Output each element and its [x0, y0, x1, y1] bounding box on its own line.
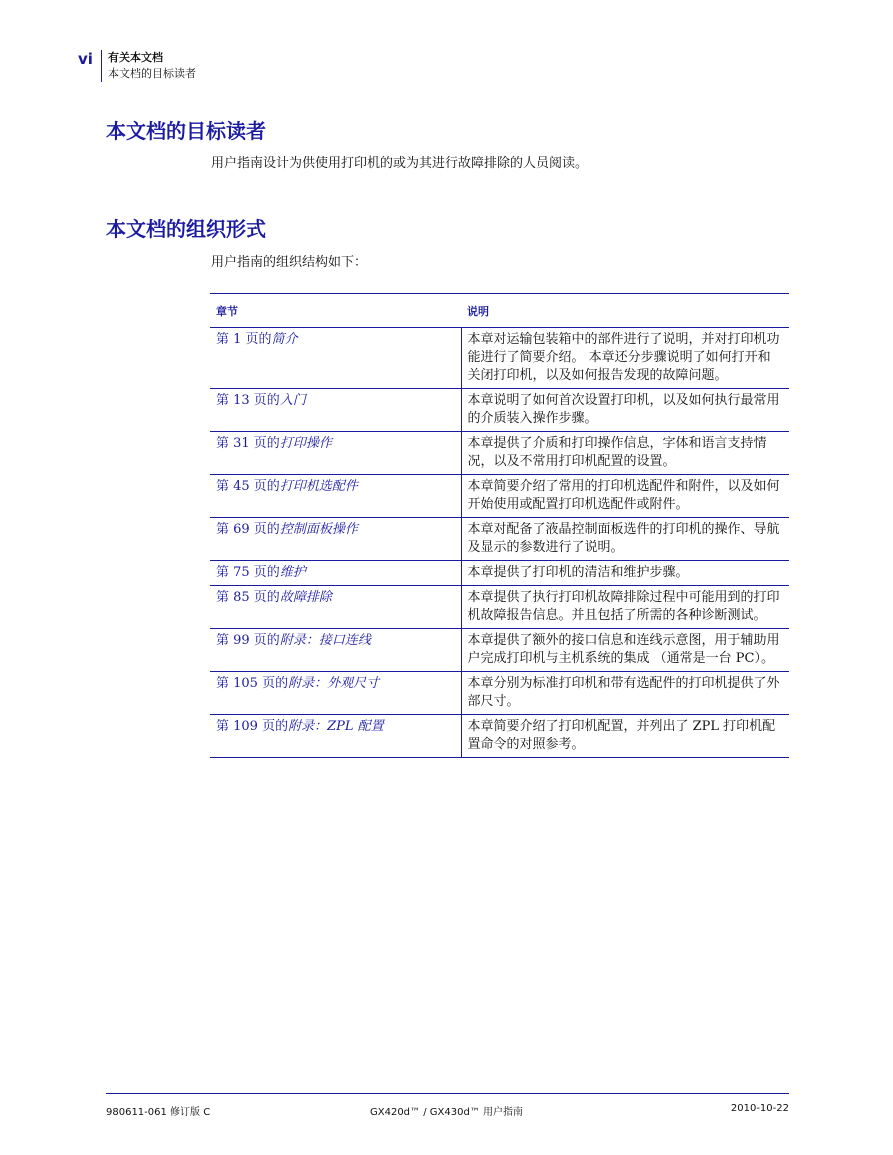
chapter-title: 打印机选配件 — [279, 479, 358, 494]
table-row — [210, 518, 789, 561]
chapter-title: 控制面板操作 — [279, 522, 358, 537]
footer-divider — [106, 1093, 789, 1094]
page-reference: 第 31 页的 — [216, 436, 280, 451]
table-row — [210, 629, 789, 672]
header-section: 有关本文档 — [108, 51, 163, 64]
footer-date: 2010-10-22 — [730, 1103, 789, 1114]
header-divider — [101, 50, 102, 82]
chapter-title: 故障排除 — [279, 590, 332, 605]
table-row — [210, 672, 789, 715]
chapter-description: 本章说明了如何首次设置打印机，以及如何执行最常用的介质装入操作步骤。 — [461, 389, 789, 432]
page-reference: 第 109 页的 — [216, 719, 289, 734]
chapter-description: 本章对配备了液晶控制面板选件的打印机的操作、导航及显示的参数进行了说明。 — [461, 518, 789, 561]
chapter-description: 本章提供了执行打印机故障排除过程中可能用到的打印机故障报告信息。并且包括了所需的各种诊断测试。 — [461, 586, 789, 629]
chapter-title: 附录：外观尺寸 — [288, 676, 380, 691]
page-reference: 第 85 页的 — [216, 590, 280, 605]
chapter-description: 本章简要介绍了常用的打印机选配件和附件，以及如何开始使用或配置打印机选配件或附件。 — [461, 475, 789, 518]
page-reference: 第 75 页的 — [216, 565, 280, 580]
chapter-link[interactable] — [210, 518, 461, 561]
table-row — [210, 389, 789, 432]
table-row — [210, 715, 789, 758]
table-row — [210, 475, 789, 518]
heading-organization: 本文档的组织形式 — [106, 217, 266, 241]
chapter-link[interactable] — [210, 715, 461, 758]
chapter-link[interactable] — [210, 629, 461, 672]
paragraph-organization: 用户指南的组织结构如下： — [211, 255, 368, 270]
column-header-chapter: 章节 — [210, 294, 461, 328]
chapter-link[interactable] — [210, 328, 461, 389]
chapter-link[interactable] — [210, 586, 461, 629]
page-reference: 第 99 页的 — [216, 633, 280, 648]
footer-product: GX420d™ / GX430d™ 用户指南 — [370, 1107, 523, 1118]
chapter-description: 本章提供了额外的接口信息和连线示意图，用于辅助用户完成打印机与主机系统的集成 （通常是一台 PC）。 — [461, 629, 789, 672]
chapter-link[interactable] — [210, 475, 461, 518]
chapter-title: 附录：ZPL 配置 — [288, 719, 384, 734]
page-reference: 第 69 页的 — [216, 522, 280, 537]
chapter-description: 本章简要介绍了打印机配置，并列出了 ZPL 打印机配置命令的对照参考。 — [461, 715, 789, 758]
chapter-title: 简介 — [271, 332, 298, 347]
table-header-row — [210, 294, 789, 328]
page-reference: 第 105 页的 — [216, 676, 289, 691]
chapter-title: 维护 — [279, 565, 306, 580]
page-reference: 第 1 页的 — [216, 332, 272, 347]
chapter-title: 打印操作 — [279, 436, 332, 451]
chapter-description: 本章对运输包装箱中的部件进行了说明，并对打印机功能进行了简要介绍。 本章还分步骤说明了如何打开和关闭打印机，以及如何报告发现的故障问题。 — [461, 328, 789, 389]
table-row — [210, 328, 789, 389]
page-number: vi — [78, 50, 93, 68]
page-reference: 第 13 页的 — [216, 393, 280, 408]
chapter-link[interactable] — [210, 561, 461, 586]
table-row — [210, 561, 789, 586]
chapter-description: 本章分别为标准打印机和带有选配件的打印机提供了外部尺寸。 — [461, 672, 789, 715]
chapter-title: 附录：接口连线 — [279, 633, 371, 648]
chapter-table — [210, 293, 789, 758]
chapter-link[interactable] — [210, 389, 461, 432]
footer-doc-number: 980611-061 修订版 C — [106, 1107, 211, 1118]
chapter-link[interactable] — [210, 672, 461, 715]
table-row — [210, 432, 789, 475]
chapter-description: 本章提供了打印机的清洁和维护步骤。 — [461, 561, 789, 586]
page-reference: 第 45 页的 — [216, 479, 280, 494]
paragraph-target-audience: 用户指南设计为供使用打印机的或为其进行故障排除的人员阅读。 — [211, 156, 589, 171]
heading-target-audience: 本文档的目标读者 — [106, 119, 266, 143]
header-subsection: 本文档的目标读者 — [108, 67, 196, 80]
table-row — [210, 586, 789, 629]
chapter-link[interactable] — [210, 432, 461, 475]
running-header — [108, 50, 196, 82]
chapter-description: 本章提供了介质和打印操作信息，字体和语言支持情况，以及不常用打印机配置的设置。 — [461, 432, 789, 475]
chapter-title: 入门 — [279, 393, 306, 408]
column-header-description: 说明 — [461, 294, 789, 328]
